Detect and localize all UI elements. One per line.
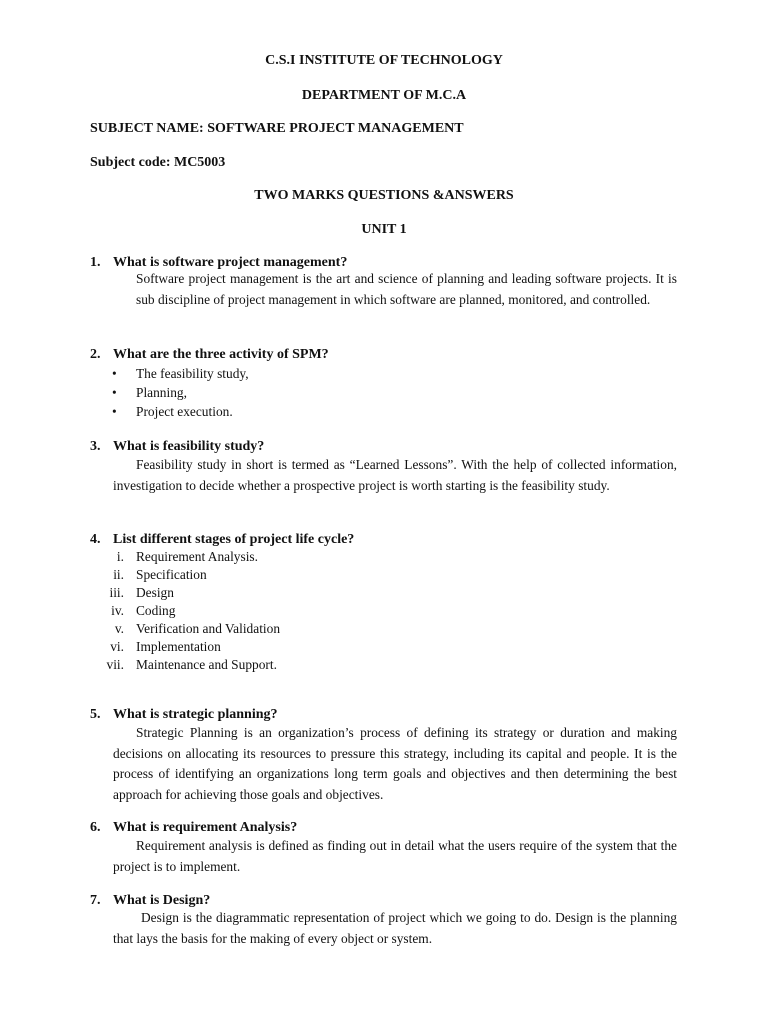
- list-item: i. Requirement Analysis.: [116, 549, 258, 564]
- list-item: • Planning,: [112, 385, 187, 400]
- bullet-icon: •: [112, 366, 117, 381]
- answer-6: Requirement analysis is defined as finding out in detail what the users require of the system that the project is to implement.: [113, 838, 677, 874]
- question-text: What is requirement Analysis?: [113, 820, 298, 835]
- question-number: 3.: [90, 439, 101, 454]
- subject-name: SUBJECT NAME: SOFTWARE PROJECT MANAGEMENT: [90, 121, 464, 136]
- bullet-icon: •: [112, 404, 117, 419]
- question-number: 5.: [90, 707, 101, 722]
- question-number: 7.: [90, 893, 101, 908]
- question-text: What is feasibility study?: [113, 439, 265, 454]
- question-text: What is software project management?: [113, 255, 348, 270]
- list-item: ii. Specification: [113, 567, 207, 582]
- subject-code: Subject code: MC5003: [90, 155, 226, 170]
- question-3: [90, 438, 690, 456]
- question-4: [90, 531, 690, 549]
- question-2: [90, 346, 690, 364]
- question-5: [90, 706, 690, 724]
- department-title: DEPARTMENT OF M.C.A: [301, 88, 467, 103]
- list-item: • The feasibility study,: [112, 366, 249, 381]
- stages-list: [100, 548, 281, 674]
- list-item: • Project execution.: [112, 404, 233, 419]
- answer-3: Feasibility study in short is termed as “Learned Lessons”. With the help of collected information, investigation to decide whether a prospective project is worth starting is the feasibility study.: [113, 457, 677, 493]
- list-item: v. Verification and Validation: [114, 621, 281, 636]
- question-number: 1.: [90, 255, 101, 270]
- institute-title: C.S.I INSTITUTE OF TECHNOLOGY: [265, 53, 503, 68]
- unit-title: UNIT 1: [361, 222, 407, 237]
- answer-5: Strategic Planning is an organization’s process of defining its strategy or duration and making decisions on allocating its resources to pressure this strategy, including its capital and people. It is the process of identifying an organizations long term goals and objectives and then determining the best approach for achieving those goals and objectives.: [113, 725, 677, 802]
- bullet-icon: •: [112, 385, 117, 400]
- question-text: List different stages of project life cycle?: [113, 532, 355, 547]
- answer-7: Design is the diagrammatic representation of project which we going to do. Design is the planning that lays the basis for the making of every object or system.: [113, 910, 677, 946]
- question-text: What is strategic planning?: [113, 707, 278, 722]
- question-number: 6.: [90, 820, 101, 835]
- section-title: TWO MARKS QUESTIONS &ANSWERS: [254, 188, 514, 203]
- question-number: 4.: [90, 532, 101, 547]
- activity-list: [106, 364, 249, 421]
- question-text: What are the three activity of SPM?: [113, 347, 329, 362]
- list-item: vi. Implementation: [110, 639, 221, 654]
- list-item: iv. Coding: [111, 603, 176, 618]
- list-item: iii. Design: [109, 585, 174, 600]
- list-item: vii. Maintenance and Support.: [106, 657, 277, 672]
- question-text: What is Design?: [113, 893, 211, 908]
- answer-1: Software project management is the art and science of planning and leading software projects. It is sub discipline of project management in which software are planned, monitored, and controlled.: [136, 271, 677, 307]
- question-number: 2.: [90, 347, 101, 362]
- question-6: [90, 819, 690, 837]
